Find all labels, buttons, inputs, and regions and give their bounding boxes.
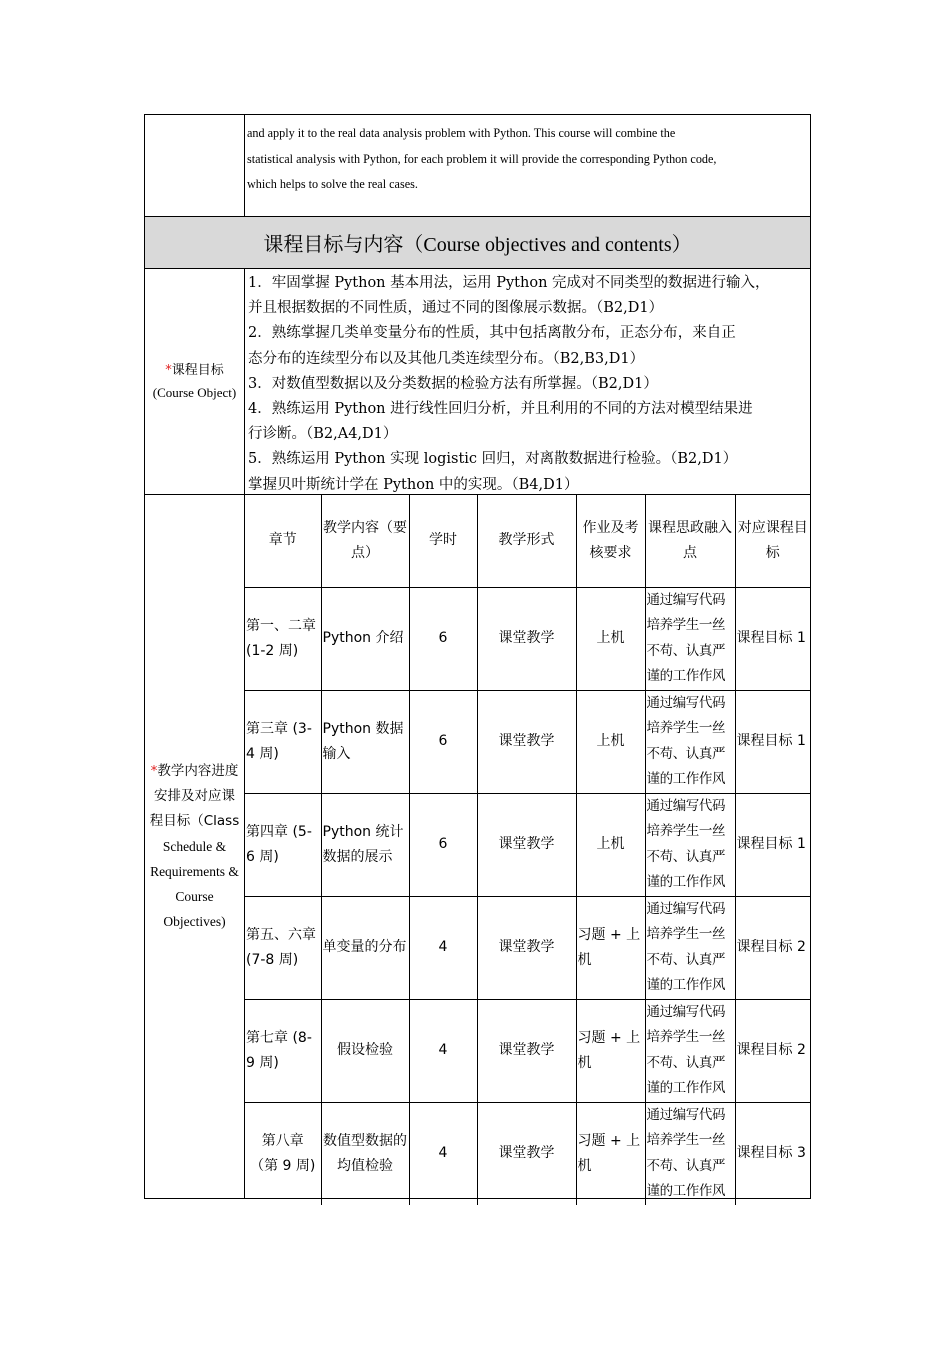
objective-cell: 课程目标 3 [735, 1102, 810, 1205]
content-cell: Python 介绍 [321, 587, 409, 690]
schedule-table-cell [245, 495, 810, 1198]
homework-cell: 习题 + 上机 [576, 999, 645, 1102]
form-cell: 课堂教学 [477, 587, 576, 690]
header-cell: 课程思政融入点 [645, 495, 735, 587]
schedule-label-line: 程目标（Class [149, 813, 240, 829]
chapter-cell: 第八章 （第 9 周) [250, 1132, 316, 1174]
objective-line: 1．牢固掌握 Python 基本用法，运用 Python 完成对不同类型的数据进行输入， [248, 275, 770, 291]
table-row [245, 793, 810, 896]
ideology-cell: 通过编写代码培养学生一丝不苟、认真严谨的工作作风 [645, 793, 735, 896]
content-cell: 假设检验 [321, 999, 409, 1102]
intro-line: which helps to solve the real cases. [247, 177, 418, 191]
content-cell: 单变量的分布 [321, 896, 409, 999]
header-cell: 章节 [245, 495, 321, 587]
hours-cell: 6 [409, 793, 477, 896]
intro-line: and apply it to the real data analysis problem with Python. This course will combine the [247, 126, 676, 140]
header-cell: 对应课程目标 [735, 495, 810, 587]
form-cell: 课堂教学 [477, 999, 576, 1102]
intro-text [245, 115, 810, 216]
form-cell: 课堂教学 [477, 896, 576, 999]
homework-cell: 上机 [576, 587, 645, 690]
header-cell: 教学内容（要点） [321, 495, 409, 587]
hours-cell: 4 [409, 1102, 477, 1205]
objectives-label [145, 269, 245, 494]
objective-cell: 课程目标 2 [735, 999, 810, 1102]
objective-cell: 课程目标 1 [735, 690, 810, 793]
table-header-row [245, 495, 810, 587]
table-row [245, 1102, 810, 1205]
required-star: * [165, 362, 172, 378]
chapter-cell: 第四章 (5-6 周) [245, 793, 321, 896]
intro-row [144, 114, 811, 217]
form-cell: 课堂教学 [477, 1102, 576, 1205]
objective-line: 并且根据数据的不同性质，通过不同的图像展示数据。（B2,D1） [248, 300, 664, 317]
homework-cell: 上机 [576, 690, 645, 793]
chapter-cell: 第三章 (3-4 周) [245, 690, 321, 793]
schedule-label-line: 教学内容进度 [157, 763, 239, 779]
schedule-label-en: Objectives) [163, 914, 226, 929]
table-row [245, 690, 810, 793]
table-row [245, 587, 810, 690]
hours-cell: 6 [409, 690, 477, 793]
objectives-text [245, 269, 810, 494]
schedule-label-en: Requirements & [150, 864, 239, 879]
chapter-cell: 第五、六章 (7-8 周) [245, 896, 321, 999]
objective-line: 5．熟练运用 Python 实现 logistic 回归，对离散数据进行检验。（B2,D1） [248, 451, 738, 468]
hours-cell: 4 [409, 999, 477, 1102]
intro-label-cell [145, 115, 245, 216]
objective-line: 行诊断。（B2,A4,D1） [248, 426, 398, 443]
homework-cell: 上机 [576, 793, 645, 896]
content-cell: Python 数据输入 [321, 690, 409, 793]
objectives-label-cn: 课程目标 [171, 362, 224, 378]
required-star: * [150, 763, 158, 779]
header-cell: 学时 [409, 495, 477, 587]
schedule-label [145, 495, 245, 1198]
ideology-cell: 通过编写代码培养学生一丝不苟、认真严谨的工作作风 [645, 587, 735, 690]
objectives-row [144, 269, 811, 495]
intro-line: statistical analysis with Python, for each problem it will provide the corresponding Python code, [247, 151, 717, 166]
course-table [144, 114, 811, 1199]
header-cell: 教学形式 [477, 495, 576, 587]
ideology-cell: 通过编写代码培养学生一丝不苟、认真严谨的工作作风 [645, 1102, 735, 1205]
header-cell: 作业及考核要求 [576, 495, 645, 587]
ideology-cell: 通过编写代码培养学生一丝不苟、认真严谨的工作作风 [645, 690, 735, 793]
schedule-table [245, 495, 810, 1205]
objective-cell: 课程目标 2 [735, 896, 810, 999]
objective-line: 2．熟练掌握几类单变量分布的性质，其中包括离散分布，正态分布，来自正 [248, 325, 736, 342]
hours-cell: 6 [409, 587, 477, 690]
chapter-cell: 第一、二章 (1-2 周) [245, 587, 321, 690]
objective-cell: 课程目标 1 [735, 587, 810, 690]
content-cell: Python 统计数据的展示 [321, 793, 409, 896]
schedule-label-line: 安排及对应课 [154, 788, 235, 804]
objective-line: 3．对数值型数据以及分类数据的检验方法有所掌握。（B2,D1） [248, 375, 658, 392]
schedule-label-en: Course [175, 889, 214, 904]
objective-line: 掌握贝叶斯统计学在 Python 中的实现。（B4,D1） [248, 476, 579, 493]
homework-cell: 习题 + 上机 [576, 896, 645, 999]
schedule-row [144, 495, 811, 1199]
form-cell: 课堂教学 [477, 690, 576, 793]
objective-line: 态分布的连续型分布以及其他几类连续型分布。（B2,B3,D1） [248, 350, 645, 367]
form-cell: 课堂教学 [477, 793, 576, 896]
ideology-cell: 通过编写代码培养学生一丝不苟、认真严谨的工作作风 [645, 999, 735, 1102]
objective-cell: 课程目标 1 [735, 793, 810, 896]
table-row [245, 896, 810, 999]
objective-line: 4．熟练运用 Python 进行线性回归分析，并且利用的不同的方法对模型结果进 [248, 401, 753, 418]
hours-cell: 4 [409, 896, 477, 999]
content-cell: 数值型数据的均值检验 [321, 1102, 409, 1205]
objectives-label-en: (Course Object) [152, 384, 237, 400]
homework-cell: 习题 + 上机 [576, 1102, 645, 1205]
chapter-cell: 第七章 (8-9 周) [245, 999, 321, 1102]
section-title-en: （Course objectives and contents） [403, 234, 692, 256]
ideology-cell: 通过编写代码培养学生一丝不苟、认真严谨的工作作风 [645, 896, 735, 999]
table-row [245, 999, 810, 1102]
section-header [144, 217, 811, 269]
schedule-label-en: Schedule & [162, 839, 227, 854]
section-title-cn: 课程目标与内容 [263, 232, 404, 256]
